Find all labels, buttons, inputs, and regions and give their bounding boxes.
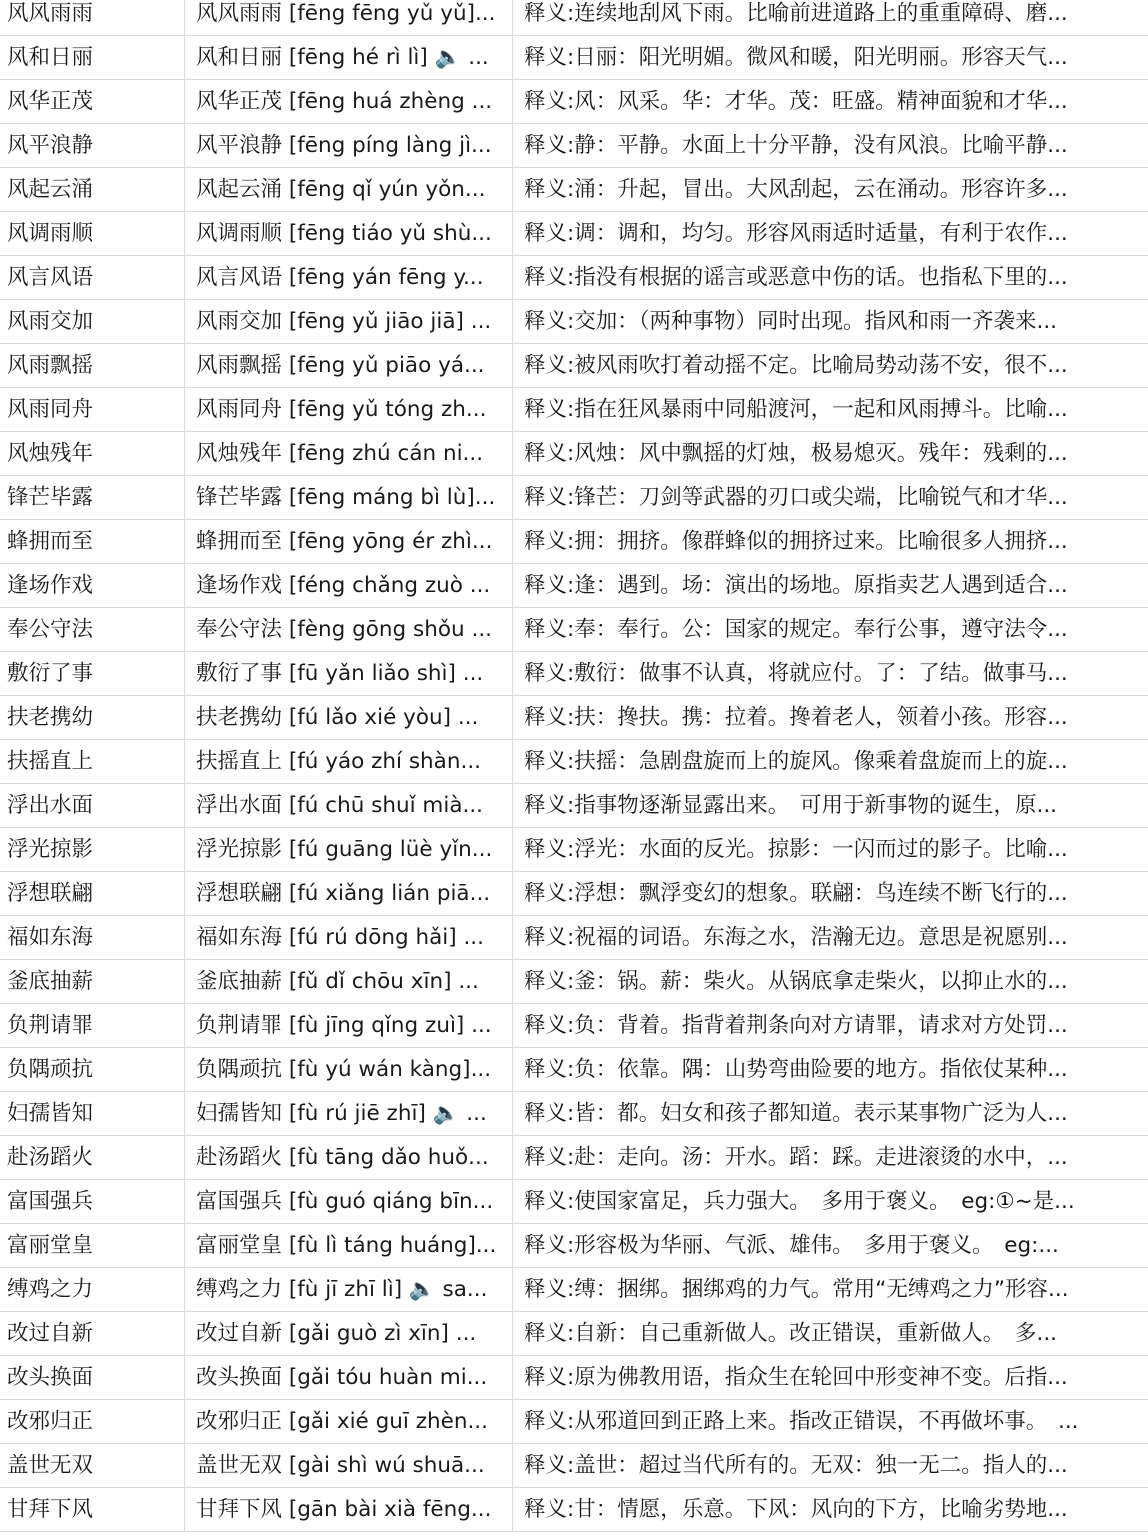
table-row[interactable] — [0, 1268, 1148, 1312]
table-row[interactable] — [0, 1180, 1148, 1224]
pinyin-cell[interactable]: 风风雨雨 [fēng fēng yǔ yǔ]... — [185, 0, 513, 35]
meaning-cell[interactable]: 释义:交加：（两种事物）同时出现。指风和雨一齐袭来... — [524, 309, 1057, 334]
idiom-cell[interactable]: 扶老携幼 — [0, 696, 185, 739]
meaning-cell[interactable]: 释义:静：平静。水面上十分平静，没有风浪。比喻平静... — [524, 133, 1068, 158]
table-row[interactable] — [0, 520, 1148, 564]
idiom-cell[interactable]: 改邪归正 — [0, 1400, 185, 1443]
meaning-cell[interactable]: 释义:浮光：水面的反光。掠影：一闪而过的影子。比喻... — [524, 837, 1068, 862]
meaning-cell[interactable]: 释义:从邪道回到正路上来。指改正错误，不再做坏事。 ... — [524, 1409, 1079, 1434]
meaning-cell[interactable]: 释义:被风雨吹打着动摇不定。比喻局势动荡不安，很不... — [524, 353, 1068, 378]
meaning-cell[interactable]: 释义:拥：拥挤。像群蜂似的拥挤过来。比喻很多人拥挤... — [524, 529, 1068, 554]
meaning-cell[interactable]: 释义:浮想：飘浮变幻的想象。联翩：鸟连续不断飞行的... — [524, 881, 1068, 906]
table-row[interactable] — [0, 1136, 1148, 1180]
pinyin-cell[interactable]: 风和日丽 [fēng hé rì lì] 🔈 ... — [185, 36, 513, 79]
pinyin-cell[interactable]: 逢场作戏 [féng chǎng zuò ... — [185, 564, 513, 607]
table-row[interactable] — [0, 960, 1148, 1004]
pinyin-cell[interactable]: 改邪归正 [gǎi xié guī zhèn... — [185, 1400, 513, 1443]
table-row[interactable] — [0, 1224, 1148, 1268]
pinyin-cell[interactable]: 缚鸡之力 [fù jī zhī lì] 🔈 sa... — [185, 1268, 513, 1311]
idiom-cell[interactable]: 负隅顽抗 — [0, 1048, 185, 1091]
pinyin-cell[interactable]: 浮想联翩 [fú xiǎng lián piā... — [185, 872, 513, 915]
idiom-cell[interactable]: 风华正茂 — [0, 80, 185, 123]
meaning-cell[interactable]: 释义:敷衍：做事不认真，将就应付。了：了结。做事马... — [524, 661, 1068, 686]
table-row[interactable] — [0, 828, 1148, 872]
meaning-cell[interactable]: 释义:调：调和，均匀。形容风雨适时适量，有利于农作... — [524, 221, 1068, 246]
table-row[interactable] — [0, 1400, 1148, 1444]
table-row[interactable] — [0, 36, 1148, 80]
meaning-cell[interactable]: 释义:原为佛教用语，指众生在轮回中形变神不变。后指... — [524, 1365, 1068, 1390]
pinyin-cell[interactable]: 改过自新 [gǎi guò zì xīn] ... — [185, 1312, 513, 1355]
meaning-cell[interactable]: 释义:使国家富足，兵力强大。 多用于褒义。 eg:①~是... — [524, 1189, 1075, 1214]
pinyin-cell[interactable]: 福如东海 [fú rú dōng hǎi] ... — [185, 916, 513, 959]
pinyin-cell[interactable]: 敷衍了事 [fū yǎn liǎo shì] ... — [185, 652, 513, 695]
meaning-cell[interactable]: 释义:锋芒：刀剑等武器的刃口或尖端，比喻锐气和才华... — [524, 485, 1068, 510]
pinyin-cell[interactable]: 负荆请罪 [fù jīng qǐng zuì] ... — [185, 1004, 513, 1047]
idiom-cell[interactable]: 盖世无双 — [0, 1444, 185, 1487]
pinyin-cell[interactable]: 赴汤蹈火 [fù tāng dǎo huǒ... — [185, 1136, 513, 1179]
table-row[interactable] — [0, 476, 1148, 520]
idiom-cell[interactable]: 蜂拥而至 — [0, 520, 185, 563]
idiom-cell[interactable]: 釜底抽薪 — [0, 960, 185, 1003]
table-row[interactable] — [0, 256, 1148, 300]
table-row[interactable] — [0, 168, 1148, 212]
idiom-cell[interactable]: 奉公守法 — [0, 608, 185, 651]
table-row[interactable] — [0, 608, 1148, 652]
pinyin-cell[interactable]: 风平浪静 [fēng píng làng jì... — [185, 124, 513, 167]
idiom-cell[interactable]: 妇孺皆知 — [0, 1092, 185, 1135]
pinyin-cell[interactable]: 改头换面 [gǎi tóu huàn mi... — [185, 1356, 513, 1399]
meaning-cell[interactable]: 释义:风：风采。华：才华。茂：旺盛。精神面貌和才华... — [524, 89, 1068, 114]
table-row[interactable] — [0, 124, 1148, 168]
meaning-cell[interactable]: 释义:缚：捆绑。捆绑鸡的力气。常用“无缚鸡之力”形容... — [524, 1277, 1069, 1302]
meaning-cell[interactable]: 释义:指没有根据的谣言或恶意中伤的话。也指私下里的... — [524, 265, 1068, 290]
meaning-cell[interactable]: 释义:涌：升起，冒出。大风刮起，云在涌动。形容许多... — [524, 177, 1068, 202]
pinyin-cell[interactable]: 风烛残年 [fēng zhú cán ni... — [185, 432, 513, 475]
table-row[interactable] — [0, 652, 1148, 696]
idiom-cell[interactable]: 风言风语 — [0, 256, 185, 299]
table-row[interactable] — [0, 1004, 1148, 1048]
table-row[interactable] — [0, 1488, 1148, 1532]
idiom-cell[interactable]: 赴汤蹈火 — [0, 1136, 185, 1179]
idiom-cell[interactable]: 福如东海 — [0, 916, 185, 959]
table-row[interactable] — [0, 1356, 1148, 1400]
table-row[interactable] — [0, 696, 1148, 740]
idiom-cell[interactable]: 甘拜下风 — [0, 1488, 185, 1531]
idiom-cell[interactable]: 改过自新 — [0, 1312, 185, 1355]
idiom-cell[interactable]: 风烛残年 — [0, 432, 185, 475]
idiom-cell[interactable]: 改头换面 — [0, 1356, 185, 1399]
table-row[interactable] — [0, 300, 1148, 344]
table-row[interactable] — [0, 388, 1148, 432]
pinyin-cell[interactable]: 甘拜下风 [gān bài xià fēng... — [185, 1488, 513, 1531]
meaning-cell[interactable]: 释义:釜：锅。薪：柴火。从锅底拿走柴火，以抑止水的... — [524, 969, 1068, 994]
meaning-cell[interactable]: 释义:指事物逐渐显露出来。 可用于新事物的诞生，原... — [524, 793, 1057, 818]
idiom-cell[interactable]: 富国强兵 — [0, 1180, 185, 1223]
table-row[interactable] — [0, 344, 1148, 388]
table-row[interactable] — [0, 0, 1148, 36]
meaning-cell[interactable]: 释义:形容极为华丽、气派、雄伟。 多用于褒义。 eg:... — [524, 1233, 1059, 1258]
pinyin-cell[interactable]: 风华正茂 [fēng huá zhèng ... — [185, 80, 513, 123]
table-row[interactable] — [0, 564, 1148, 608]
meaning-cell[interactable]: 释义:逢：遇到。场：演出的场地。原指卖艺人遇到适合... — [524, 573, 1068, 598]
idiom-cell[interactable]: 浮想联翩 — [0, 872, 185, 915]
pinyin-cell[interactable]: 风雨交加 [fēng yǔ jiāo jiā] ... — [185, 300, 513, 343]
idiom-cell[interactable]: 锋芒毕露 — [0, 476, 185, 519]
pinyin-cell[interactable]: 风起云涌 [fēng qǐ yún yǒn... — [185, 168, 513, 211]
meaning-cell[interactable]: 释义:甘：情愿，乐意。下风：风向的下方，比喻劣势地... — [524, 1497, 1068, 1522]
table-row[interactable] — [0, 1092, 1148, 1136]
pinyin-cell[interactable]: 浮光掠影 [fú guāng lüè yǐn... — [185, 828, 513, 871]
idiom-cell[interactable]: 风和日丽 — [0, 36, 185, 79]
pinyin-cell[interactable]: 蜂拥而至 [fēng yōng ér zhì... — [185, 520, 513, 563]
idiom-cell[interactable]: 风调雨顺 — [0, 212, 185, 255]
idiom-cell[interactable]: 风风雨雨 — [0, 0, 185, 35]
meaning-cell[interactable]: 释义:自新：自己重新做人。改正错误，重新做人。 多... — [524, 1321, 1057, 1346]
pinyin-cell[interactable]: 风雨同舟 [fēng yǔ tóng zh... — [185, 388, 513, 431]
meaning-cell[interactable]: 释义:赴：走向。汤：开水。蹈：踩。走进滚烫的水中，... — [524, 1145, 1068, 1170]
pinyin-cell[interactable]: 风雨飘摇 [fēng yǔ piāo yá... — [185, 344, 513, 387]
idiom-cell[interactable]: 风起云涌 — [0, 168, 185, 211]
table-row[interactable] — [0, 1048, 1148, 1092]
pinyin-cell[interactable]: 锋芒毕露 [fēng máng bì lù]... — [185, 476, 513, 519]
meaning-cell[interactable]: 释义:扶摇：急剧盘旋而上的旋风。像乘着盘旋而上的旋... — [524, 749, 1068, 774]
table-row[interactable] — [0, 1312, 1148, 1356]
meaning-cell[interactable]: 释义:风烛：风中飘摇的灯烛，极易熄灭。残年：残剩的... — [524, 441, 1068, 466]
meaning-cell[interactable]: 释义:皆：都。妇女和孩子都知道。表示某事物广泛为人... — [524, 1101, 1068, 1126]
pinyin-cell[interactable]: 妇孺皆知 [fù rú jiē zhī] 🔈 ... — [185, 1092, 513, 1135]
meaning-cell[interactable]: 释义:祝福的词语。东海之水，浩瀚无边。意思是祝愿别... — [524, 925, 1068, 950]
idiom-cell[interactable]: 风雨飘摇 — [0, 344, 185, 387]
idiom-cell[interactable]: 风雨同舟 — [0, 388, 185, 431]
pinyin-cell[interactable]: 盖世无双 [gài shì wú shuā... — [185, 1444, 513, 1487]
idiom-cell[interactable]: 逢场作戏 — [0, 564, 185, 607]
idiom-cell[interactable]: 浮出水面 — [0, 784, 185, 827]
pinyin-cell[interactable]: 风调雨顺 [fēng tiáo yǔ shù... — [185, 212, 513, 255]
idiom-cell[interactable]: 风雨交加 — [0, 300, 185, 343]
meaning-cell[interactable]: 释义:盖世：超过当代所有的。无双：独一无二。指人的... — [524, 1453, 1068, 1478]
idiom-cell[interactable]: 浮光掠影 — [0, 828, 185, 871]
idiom-cell[interactable]: 风平浪静 — [0, 124, 185, 167]
table-row[interactable] — [0, 432, 1148, 476]
table-row[interactable] — [0, 916, 1148, 960]
idiom-cell[interactable]: 缚鸡之力 — [0, 1268, 185, 1311]
table-row[interactable] — [0, 80, 1148, 124]
meaning-cell[interactable]: 释义:扶：搀扶。携：拉着。搀着老人，领着小孩。形容... — [524, 705, 1068, 730]
meaning-cell[interactable]: 释义:指在狂风暴雨中同船渡河，一起和风雨搏斗。比喻... — [524, 397, 1068, 422]
idiom-cell[interactable]: 敷衍了事 — [0, 652, 185, 695]
meaning-cell[interactable]: 释义:负：依靠。隅：山势弯曲险要的地方。指依仗某种... — [524, 1057, 1068, 1082]
table-row[interactable] — [0, 740, 1148, 784]
table-row[interactable] — [0, 872, 1148, 916]
pinyin-cell[interactable]: 奉公守法 [fèng gōng shǒu ... — [185, 608, 513, 651]
meaning-cell[interactable]: 释义:奉：奉行。公：国家的规定。奉行公事，遵守法令... — [524, 617, 1068, 642]
meaning-cell[interactable]: 释义:连续地刮风下雨。比喻前进道路上的重重障碍、磨... — [524, 1, 1068, 26]
pinyin-cell[interactable]: 负隅顽抗 [fù yú wán kàng]... — [185, 1048, 513, 1091]
meaning-cell[interactable]: 释义:负：背着。指背着荆条向对方请罪，请求对方处罚... — [524, 1013, 1068, 1038]
idiom-cell[interactable]: 扶摇直上 — [0, 740, 185, 783]
pinyin-cell[interactable]: 釜底抽薪 [fǔ dǐ chōu xīn] ... — [185, 960, 513, 1003]
table-row[interactable] — [0, 212, 1148, 256]
table-row[interactable] — [0, 784, 1148, 828]
pinyin-cell[interactable]: 扶老携幼 [fú lǎo xié yòu] ... — [185, 696, 513, 739]
table-row[interactable] — [0, 1444, 1148, 1488]
pinyin-cell[interactable]: 浮出水面 [fú chū shuǐ mià... — [185, 784, 513, 827]
pinyin-cell[interactable]: 风言风语 [fēng yán fēng y... — [185, 256, 513, 299]
pinyin-cell[interactable]: 扶摇直上 [fú yáo zhí shàn... — [185, 740, 513, 783]
idiom-cell[interactable]: 富丽堂皇 — [0, 1224, 185, 1267]
meaning-cell[interactable]: 释义:日丽：阳光明媚。微风和暖，阳光明丽。形容天气... — [524, 45, 1068, 70]
idiom-cell[interactable]: 负荆请罪 — [0, 1004, 185, 1047]
pinyin-cell[interactable]: 富国强兵 [fù guó qiáng bīn... — [185, 1180, 513, 1223]
pinyin-cell[interactable]: 富丽堂皇 [fù lì táng huáng]... — [185, 1224, 513, 1267]
